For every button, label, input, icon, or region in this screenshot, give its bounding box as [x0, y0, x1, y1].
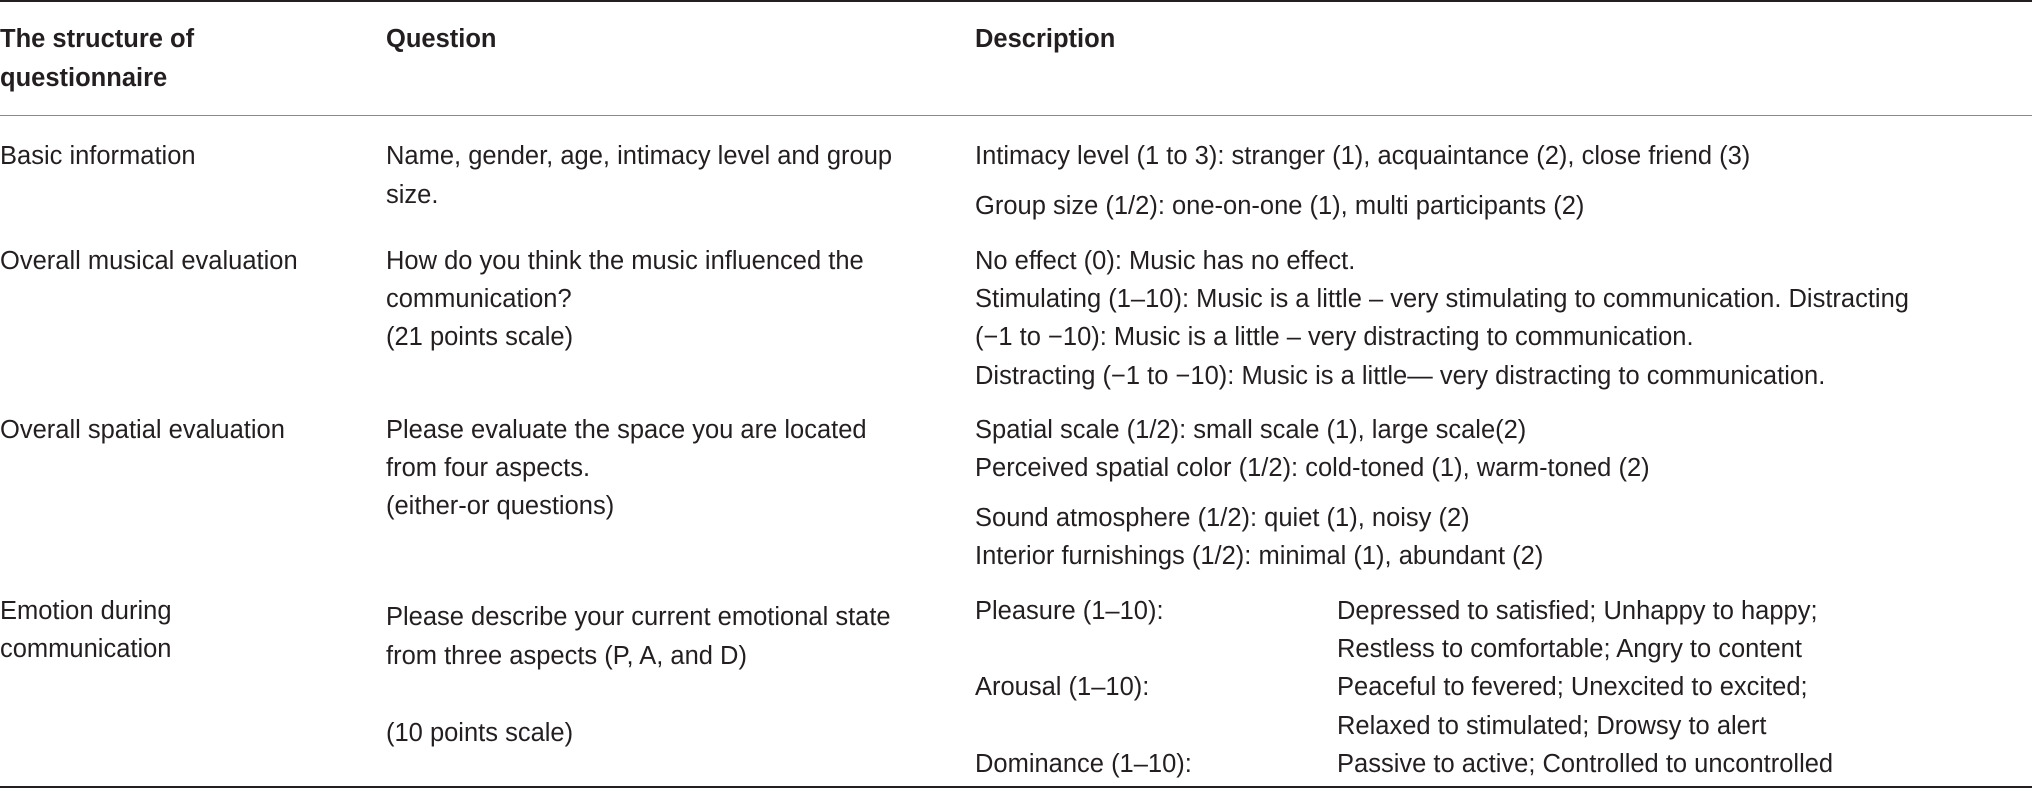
- row-question: Please describe your current emotional state: [386, 603, 891, 631]
- emotion-label: Pleasure (1–10):: [975, 597, 1164, 625]
- row-structure: Emotion during: [0, 597, 172, 625]
- row-description: Spatial scale (1/2): small scale (1), large scale(2): [975, 416, 1527, 444]
- emotion-label: Arousal (1–10):: [975, 673, 1150, 701]
- row-description: Group size (1/2): one-on-one (1), multi participants (2): [975, 192, 1585, 220]
- header-structure: questionnaire: [0, 64, 168, 92]
- row-description: Intimacy level (1 to 3): stranger (1), acquaintance (2), close friend (3): [975, 142, 1751, 170]
- row-structure: Overall musical evaluation: [0, 247, 298, 275]
- header-structure: The structure of: [0, 25, 195, 53]
- row-description: Distracting (−1 to −10): Music is a little— very distracting to communication.: [975, 362, 1826, 390]
- row-description: No effect (0): Music has no effect.: [975, 247, 1356, 275]
- row-question: (10 points scale): [386, 719, 574, 747]
- row-description: (−1 to −10): Music is a little – very distracting to communication.: [975, 323, 1694, 351]
- row-question: How do you think the music influenced the: [386, 247, 864, 275]
- emotion-anchor: Passive to active; Controlled to uncontrolled: [1337, 750, 1834, 778]
- row-description: Stimulating (1–10): Music is a little – very stimulating to communication. Distracting: [975, 285, 1909, 313]
- table-top-rule: [0, 0, 2032, 2]
- row-question: (either-or questions): [386, 492, 615, 520]
- row-question: from four aspects.: [386, 454, 591, 482]
- row-question: communication?: [386, 285, 572, 313]
- row-question: from three aspects (P, A, and D): [386, 642, 747, 670]
- row-question: Please evaluate the space you are located: [386, 416, 867, 444]
- emotion-anchor: Restless to comfortable; Angry to content: [1337, 635, 1802, 663]
- header-rule: [0, 115, 2032, 116]
- row-description: Sound atmosphere (1/2): quiet (1), noisy (2): [975, 504, 1470, 532]
- emotion-anchor: Peaceful to fevered; Unexcited to excited;: [1337, 673, 1808, 701]
- table-bottom-rule: [0, 786, 2032, 788]
- row-description: Interior furnishings (1/2): minimal (1), abundant (2): [975, 542, 1544, 570]
- emotion-anchor: Depressed to satisfied; Unhappy to happy;: [1337, 597, 1818, 625]
- row-structure: Basic information: [0, 142, 196, 170]
- row-structure: communication: [0, 635, 172, 663]
- row-question: (21 points scale): [386, 323, 574, 351]
- header-description: Description: [975, 25, 1116, 53]
- row-description: Perceived spatial color (1/2): cold-toned (1), warm-toned (2): [975, 454, 1650, 482]
- emotion-anchor: Relaxed to stimulated; Drowsy to alert: [1337, 712, 1767, 740]
- emotion-label: Dominance (1–10):: [975, 750, 1192, 778]
- row-question: size.: [386, 181, 439, 209]
- header-question: Question: [386, 25, 497, 53]
- row-structure: Overall spatial evaluation: [0, 416, 285, 444]
- row-question: Name, gender, age, intimacy level and group: [386, 142, 893, 170]
